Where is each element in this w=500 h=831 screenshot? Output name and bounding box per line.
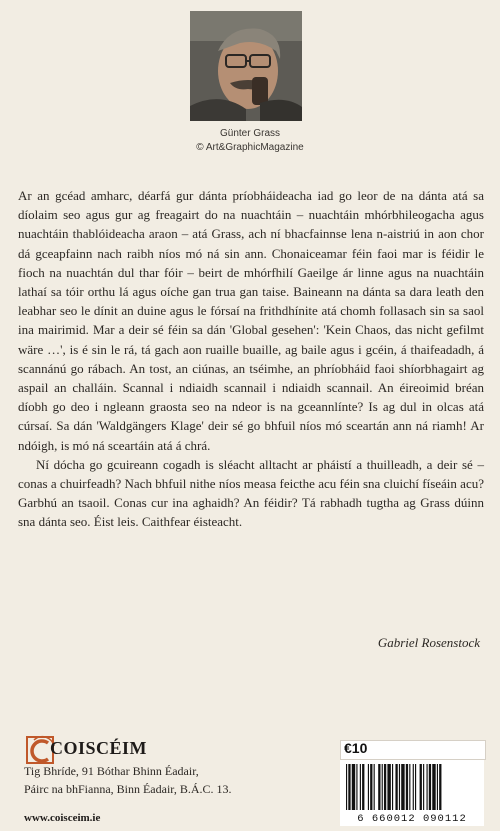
review-paragraph-1: Ar an gcéad amharc, déarfá gur dánta príobháideacha iad go leor de na dánta atá sa díolaim seo agus gur ag freagairt do na nuachtáin – nuachtáin mhórbhileogacha agus nuachtáin thablóideacha araon – atá Grass, ach ní bhacfainnse lena n-aistriú in aon chor dá gceapfainn nach raibh níos mó ná sin ann. Chonaiceamar féin faoi mar is féidir le fioch na nuachtán dul thar fóir – beirt de mhórfhilí Gaeilge ár linne agus na nuachtáin lathaí sa tóir orthu lá agus oíche gan trua gan taise. Baineann na dánta sa dara leath den leabhar seo le dínit an duine agus le fórsaí na frithdhínite atá chomh follasach sin sa saol ina mairimid. Mar a deir sé féin sa dán 'Global gesehen': 'Kein Chaos, das nicht gefilmt wäre …', is é sin le rá, tá gach aon ruaille buaille, ag baile agus i gcéin, á thaifeadadh, á scannánú go rábach. An tost, an ciúnas, an tséimhe, an phríobháid faoi shíorbhagairt ag aspail an challáin. Scannal i ndiaidh scannail i ndiaidh scannail. An éireoimid bréan díobh go deo i ngleann graosta seo na ndeor is na gceannlínte? Is ag dul in olcas atá cúrsaí. Sa dán 'Waldgängers Klage' deir sé go bhfuil níos mó sceartán ann ná riamh! Ar ndóigh, is mó ná sceartáin atá á chrá. [18,188,484,453]
barcode-bar [378,764,380,810]
barcode-bar [387,764,390,810]
barcode-number: 6 660012 090112 [340,812,484,826]
barcode-bar [432,764,435,810]
barcode-bar [439,764,441,810]
barcode-bar [356,764,357,810]
barcode-bar [392,764,393,810]
barcode-bar [399,764,400,810]
publisher-address-line-2: Páirc na bhFianna, Binn Éadair, B.Á.C. 13. [24,782,232,796]
barcode-bar [384,764,386,810]
barcode-bar [346,764,347,810]
barcode-bar [382,764,383,810]
barcode-bar [420,764,422,810]
barcode-bar [427,764,428,810]
barcode-bar [348,764,350,810]
barcode-bar [360,764,361,810]
review-paragraph-2: Ní dócha go gcuireann cogadh is sléacht alltacht ar pháistí a thuilleadh, a deir sé – conas a chuirfeadh? Nach bhfuil nithe níos measa feicthe acu féin sna cluichí físeáin acu? Garbhú an tsaoil. Conas cur ina aghaidh? An féidir? Tá rabhadh tugtha ag Grass dúinn sna dánta seo. Éist leis. Caithfear éisteacht. [18,456,484,530]
publisher-website-link[interactable]: www.coisceim.ie [24,812,101,824]
price-label: €10 [344,740,368,756]
publisher-address-line-1: Tig Bhríde, 91 Bóthar Bhinn Éadair, [24,764,199,778]
barcode-bar [370,764,372,810]
barcode-bar [437,764,438,810]
barcode-bar [352,764,355,810]
barcode-bar [395,764,397,810]
barcode-bar [401,764,404,810]
publisher-name: COISCÉIM [50,738,148,758]
barcode-bars-icon [340,760,484,812]
barcode-bar [362,764,364,810]
barcode-bar [429,764,431,810]
review-author: Gabriel Rosenstock [377,635,480,650]
photo-caption-credit: © Art&GraphicMagazine [196,142,304,153]
review-text [18,186,484,532]
photo-caption-name: Günter Grass [219,128,281,139]
barcode-bar [409,764,410,810]
barcode-bar [406,764,408,810]
barcode-bar [413,764,414,810]
barcode-bar [415,764,416,810]
barcode-bar [368,764,369,810]
barcode-bar [423,764,424,810]
author-photo [190,11,302,121]
author-portrait-icon [190,11,302,121]
barcode-bar [374,764,375,810]
